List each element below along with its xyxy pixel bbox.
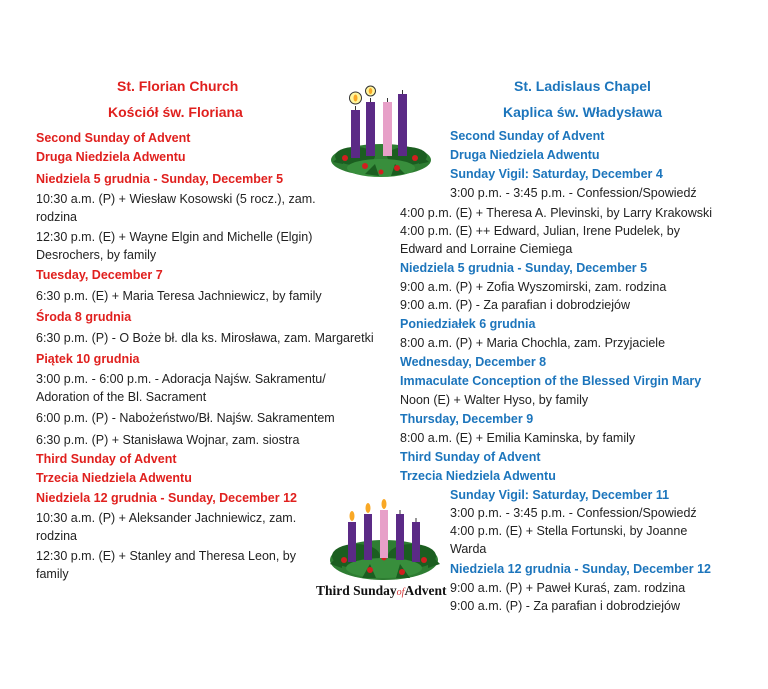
left-entry: 6:00 p.m. (P) - Nabożeństwo/Bł. Najśw. Sakramentem	[36, 411, 335, 425]
right-header: Sunday Vigil: Saturday, December 4	[450, 167, 663, 181]
left-entry: 6:30 p.m. (P) + Stanisława Wojnar, zam. siostra	[36, 433, 300, 447]
left-header: Niedziela 12 grudnia - Sunday, December 12	[36, 491, 297, 505]
wreath-caption-of: of	[396, 587, 405, 598]
right-entry: 4:00 p.m. (E) ++ Edward, Julian, Irene Pudelek, by Edward and Lorraine Ciemiega	[400, 224, 681, 256]
right-church-name-pl: Kaplica św. Władysława	[503, 104, 662, 120]
left-header: Third Sunday of Advent	[36, 452, 177, 466]
right-header: Poniedziałek 6 grudnia	[400, 317, 536, 331]
right-entry: 4:00 p.m. (E) + Stella Fortunski, by Joanne Warda	[450, 524, 688, 556]
right-entry: Noon (E) + Walter Hyso, by family	[400, 393, 589, 407]
advent-wreath-top-image	[325, 84, 437, 182]
left-entry: 12:30 p.m. (E) + Wayne Elgin and Michelle (Elgin) Desrochers, by family	[36, 230, 313, 262]
left-header: Piątek 10 grudnia	[36, 352, 140, 366]
left-entry: 12:30 p.m. (E) + Stanley and Theresa Leon, by family	[36, 549, 296, 581]
right-header: Second Sunday of Advent	[450, 129, 605, 143]
left-entry: 10:30 a.m. (P) + Wiesław Kosowski (5 rocz.), zam. rodzina	[36, 192, 316, 224]
wreath-caption-third-sunday: Third Sunday	[316, 583, 397, 598]
right-entry: 9:00 a.m. (P) + Paweł Kuraś, zam. rodzina	[450, 581, 686, 595]
left-header: Środa 8 grudnia	[36, 310, 132, 324]
right-entry: 3:00 p.m. - 3:45 p.m. - Confession/Spowiedź	[450, 506, 697, 520]
left-header: Druga Niedziela Adwentu	[36, 150, 186, 164]
right-header: Niedziela 5 grudnia - Sunday, December 5	[400, 261, 648, 275]
left-church-name: St. Florian Church	[117, 78, 239, 94]
right-entry: 8:00 a.m. (P) + Maria Chochla, zam. Przyjaciele	[400, 336, 666, 350]
left-header: Trzecia Niedziela Adwentu	[36, 471, 192, 485]
right-header: Druga Niedziela Adwentu	[450, 148, 600, 162]
left-header: Tuesday, December 7	[36, 268, 163, 282]
advent-wreath-bottom-image	[326, 498, 444, 582]
right-entry: 3:00 p.m. - 3:45 p.m. - Confession/Spowiedź	[450, 186, 697, 200]
left-entry: 10:30 a.m. (P) + Aleksander Jachniewicz, zam. rodzina	[36, 511, 297, 543]
right-header: Trzecia Niedziela Adwentu	[400, 469, 556, 483]
right-entry: 8:00 a.m. (E) + Emilia Kaminska, by family	[400, 431, 636, 445]
right-header: Wednesday, December 8	[400, 355, 547, 369]
left-header: Second Sunday of Advent	[36, 131, 191, 145]
right-header: Third Sunday of Advent	[400, 450, 541, 464]
right-entry: 9:00 a.m. (P) - Za parafian i dobrodziejów	[400, 298, 630, 312]
right-entry: 4:00 p.m. (E) + Theresa A. Plevinski, by Larry Krakowski	[400, 206, 713, 220]
left-header: Niedziela 5 grudnia - Sunday, December 5	[36, 172, 284, 186]
right-entry: 9:00 a.m. (P) + Zofia Wyszomirski, zam. rodzina	[400, 280, 667, 294]
wreath-caption-advent: Advent	[404, 583, 447, 598]
left-entry: 6:30 p.m. (E) + Maria Teresa Jachniewicz, by family	[36, 289, 322, 303]
left-entry: 6:30 p.m. (P) - O Boże bł. dla ks. Mirosława, zam. Margaretki	[36, 331, 374, 345]
right-header: Sunday Vigil: Saturday, December 11	[450, 488, 670, 502]
wreath-caption	[316, 583, 446, 599]
right-church-name: St. Ladislaus Chapel	[514, 78, 651, 94]
left-entry: 3:00 p.m. - 6:00 p.m. - Adoracja Najśw. Sakramentu/ Adoration of the Bl. Sacrament	[36, 372, 326, 404]
right-header: Immaculate Conception of the Blessed Virgin Mary	[400, 374, 702, 388]
right-header: Niedziela 12 grudnia - Sunday, December 12	[450, 562, 711, 576]
left-church-name-pl: Kościół św. Floriana	[108, 104, 243, 120]
right-entry: 9:00 a.m. (P) - Za parafian i dobrodziejów	[450, 599, 680, 613]
right-header: Thursday, December 9	[400, 412, 534, 426]
